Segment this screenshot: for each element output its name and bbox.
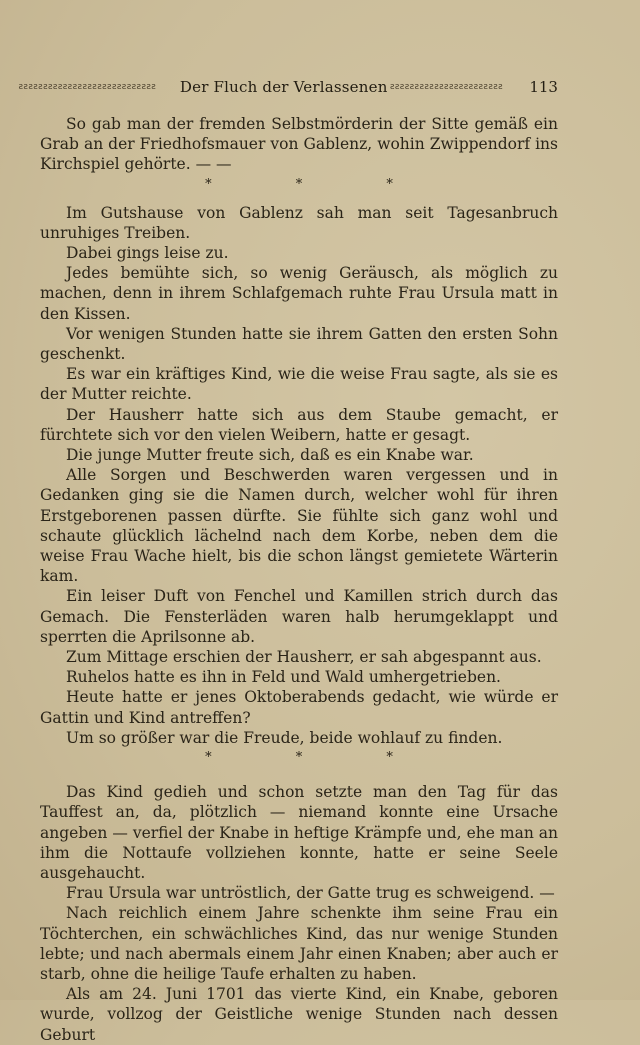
paragraph: Zum Mittage erschien der Hausherr, er sah abgespannt aus.: [66, 648, 542, 667]
paragraph: Der Hausherr hatte sich aus dem Staube gemacht, er fürchtete sich vor den vielen Weibern, hatte er gesagt.: [40, 405, 558, 444]
spacer: [40, 195, 558, 203]
section-break: * * *: [205, 176, 433, 192]
paragraph: Dabei gings leise zu.: [66, 244, 229, 263]
body-text: [40, 114, 558, 1045]
paragraph: Ruhelos hatte es ihn in Feld und Wald umhergetrieben.: [66, 668, 501, 687]
section-break: * * *: [205, 750, 433, 766]
paragraph: Jedes bemühte sich, so wenig Geräusch, als möglich zu machen, denn in ihrem Schlafgemach ruhte Frau Ursula matt in den Kissen.: [40, 264, 558, 323]
paragraph: Die junge Mutter freute sich, daß es ein Knabe war.: [66, 446, 474, 465]
running-title: Der Fluch der Verlassenen: [179, 78, 388, 96]
header-ornament-right: ƨƨƨƨƨƨƨƨƨƨƨƨƨƨƨƨƨƨƨƨƨƨƨ: [389, 82, 503, 92]
paragraph: Frau Ursula war untröstlich, der Gatte trug es schweigend. —: [66, 884, 555, 903]
paragraph: Es war ein kräftiges Kind, wie die weise Frau sagte, als sie es der Mutter reichte.: [40, 365, 558, 404]
paragraph: Im Gutshause von Gablenz sah man seit Tagesanbruch unruhiges Treiben.: [40, 203, 558, 242]
running-header: [18, 76, 558, 98]
paragraph: Als am 24. Juni 1701 das vierte Kind, ein Knabe, geboren wurde, vollzog der Geistliche wenige Stunden nach dessen Geburt: [40, 985, 558, 1044]
paragraph: Das Kind gedieh und schon setzte man den Tag für das Tauffest an, da, plötzlich — niemand konnte eine Ursache angeben — verfiel der Knabe in heftige Krämpfe und, ehe man an ihm die Nottaufe vollziehen konnte, hatte er seine Seele ausgehaucht.: [40, 783, 558, 882]
paragraph: So gab man der fremden Selbstmörderin der Sitte gemäß ein Grab an der Friedhofsmauer von Gablenz, wohin Zwippendorf ins Kirchspiel gehörte. — —: [40, 115, 558, 174]
page-number: 113: [529, 78, 558, 96]
paragraph: Um so größer war die Freude, beide wohlauf zu finden.: [66, 728, 503, 747]
header-ornament-left: ƨƨƨƨƨƨƨƨƨƨƨƨƨƨƨƨƨƨƨƨƨƨƨƨƨƨƨƨ: [18, 82, 156, 92]
paragraph: Heute hatte er jenes Oktoberabends gedacht, wie würde er Gattin und Kind antreffen?: [40, 688, 558, 727]
paragraph: Vor wenigen Stunden hatte sie ihrem Gatten den ersten Sohn geschenkt.: [40, 324, 558, 364]
paragraph: Nach reichlich einem Jahre schenkte ihm seine Frau ein Töchterchen, ein schwächliches Kind, das nur wenige Stunden lebte; und nach abermals einem Jahr einen Knaben; aber auch er starb, ohne die heilige Taufe erhalten zu haben.: [40, 904, 558, 983]
paragraph: Ein leiser Duft von Fenchel und Kamillen strich durch das Gemach. Die Fensterläden waren halb herumgeklappt und sperrten die Aprilsonne ab.: [40, 587, 558, 646]
paragraph: Alle Sorgen und Beschwerden waren vergessen und in Gedanken ging sie die Namen durch, welcher wohl für ihren Erstgeborenen passen dürfte. Sie fühlte sich ganz wohl und schaute glücklich lächelnd nach dem Korbe, neben dem die weise Frau Wache hielt, bis die schon längst gemietete Wärterin kam.: [40, 466, 558, 586]
